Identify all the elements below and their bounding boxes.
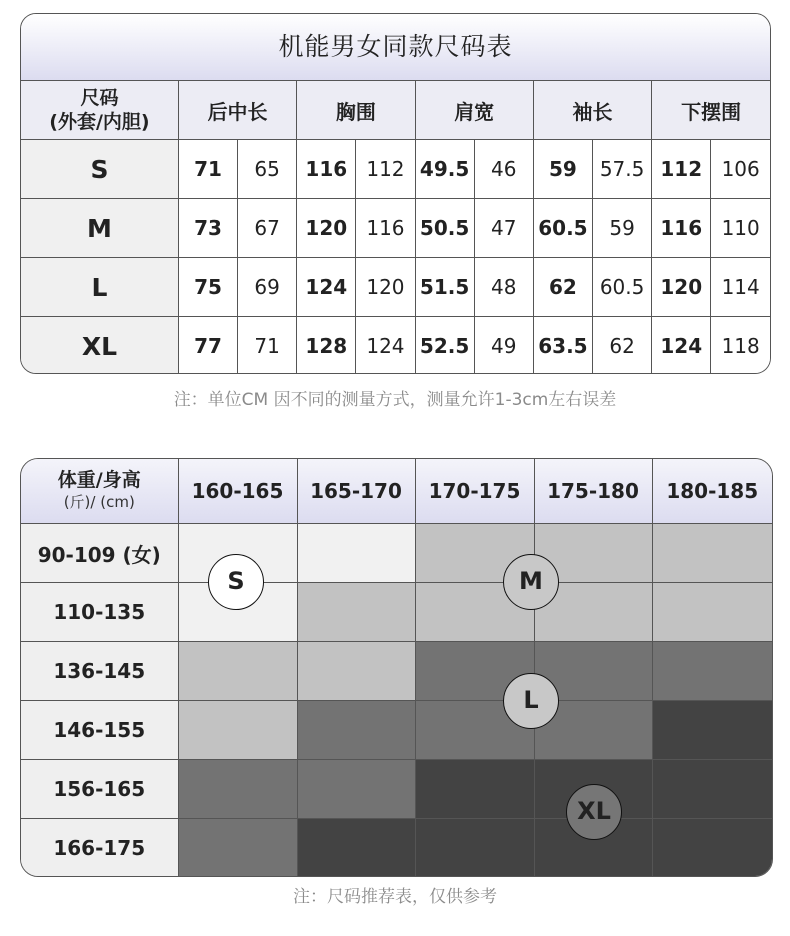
weight-range-label: 166-175	[21, 819, 178, 878]
table-cell: 128	[297, 317, 356, 375]
size-marker-m: M	[503, 554, 559, 610]
size-label: S	[21, 140, 178, 199]
recommendation-corner	[21, 459, 178, 524]
grid-cell	[297, 583, 415, 642]
table-cell: 116	[297, 140, 356, 199]
size-chart-header-row	[21, 81, 770, 140]
height-range-header: 180-185	[652, 459, 772, 524]
grid-cell	[652, 524, 772, 583]
table-row	[21, 258, 770, 317]
weight-range-label: 110-135	[21, 583, 178, 642]
table-cell: 124	[297, 258, 356, 317]
table-row	[21, 317, 770, 375]
table-cell: 60.5	[533, 199, 592, 258]
recommendation-note: 注：尺码推荐表，仅供参考	[293, 887, 497, 907]
weight-range-label: 146-155	[21, 701, 178, 760]
table-cell: 110	[711, 199, 770, 258]
size-marker-s: S	[208, 554, 264, 610]
table-cell: 106	[711, 140, 770, 199]
table-cell: 124	[356, 317, 415, 375]
recommendation-table	[21, 459, 772, 877]
grid-cell	[652, 642, 772, 701]
weight-range-label: 90-109 (女)	[21, 524, 178, 583]
table-cell: 124	[652, 317, 711, 375]
weight-range-label: 156-165	[21, 760, 178, 819]
table-cell: 62	[593, 317, 652, 375]
weight-row	[21, 819, 772, 878]
table-cell: 116	[356, 199, 415, 258]
size-recommendation-grid	[20, 458, 773, 877]
table-cell: 49.5	[415, 140, 474, 199]
corner-label-units: (斤)/ (cm)	[63, 493, 135, 511]
table-cell: 118	[711, 317, 770, 375]
recommendation-header-row	[21, 459, 772, 524]
table-cell: 46	[474, 140, 533, 199]
grid-cell	[178, 642, 297, 701]
table-cell: 47	[474, 199, 533, 258]
table-cell: 67	[238, 199, 297, 258]
grid-cell	[297, 701, 415, 760]
grid-cell	[652, 819, 772, 878]
table-cell: 59	[533, 140, 592, 199]
column-header: 下摆围	[652, 81, 770, 140]
grid-cell	[652, 583, 772, 642]
height-range-header: 165-170	[297, 459, 415, 524]
size-marker-xl: XL	[566, 784, 622, 840]
size-label: M	[21, 199, 178, 258]
size-chart-table	[21, 81, 770, 374]
table-cell: 120	[356, 258, 415, 317]
table-cell: 57.5	[593, 140, 652, 199]
table-cell: 51.5	[415, 258, 474, 317]
grid-cell	[178, 701, 297, 760]
table-cell: 65	[238, 140, 297, 199]
table-cell: 50.5	[415, 199, 474, 258]
table-row	[21, 199, 770, 258]
size-marker-l: L	[503, 673, 559, 729]
column-header: 后中长	[178, 81, 296, 140]
size-chart	[20, 13, 771, 374]
table-cell: 120	[297, 199, 356, 258]
grid-cell	[297, 760, 415, 819]
table-cell: 75	[178, 258, 237, 317]
size-label: L	[21, 258, 178, 317]
table-cell: 49	[474, 317, 533, 375]
corner-label-type: (外套/内胆)	[49, 111, 150, 133]
grid-cell	[652, 701, 772, 760]
weight-row	[21, 760, 772, 819]
table-cell: 71	[178, 140, 237, 199]
column-header: 肩宽	[415, 81, 533, 140]
table-cell: 71	[238, 317, 297, 375]
weight-row	[21, 583, 772, 642]
table-cell: 59	[593, 199, 652, 258]
size-label: XL	[21, 317, 178, 375]
weight-range-label: 136-145	[21, 642, 178, 701]
column-header: 袖长	[533, 81, 651, 140]
weight-row	[21, 701, 772, 760]
table-cell: 60.5	[593, 258, 652, 317]
column-header: 胸围	[297, 81, 415, 140]
grid-cell	[297, 524, 415, 583]
table-cell: 62	[533, 258, 592, 317]
table-cell: 116	[652, 199, 711, 258]
table-cell: 112	[356, 140, 415, 199]
table-cell: 120	[652, 258, 711, 317]
table-cell: 48	[474, 258, 533, 317]
corner-label-weight-height: 体重/身高	[57, 469, 141, 491]
table-cell: 114	[711, 258, 770, 317]
size-chart-title: 机能男女同款尺码表	[21, 14, 770, 81]
corner-label-size: 尺码	[80, 87, 119, 109]
height-range-header: 160-165	[178, 459, 297, 524]
grid-cell	[415, 819, 534, 878]
table-cell: 63.5	[533, 317, 592, 375]
table-cell: 52.5	[415, 317, 474, 375]
grid-cell	[178, 819, 297, 878]
grid-cell	[178, 760, 297, 819]
height-range-header: 170-175	[415, 459, 534, 524]
weight-row	[21, 524, 772, 583]
height-range-header: 175-180	[534, 459, 652, 524]
table-cell: 77	[178, 317, 237, 375]
size-chart-corner	[21, 81, 178, 140]
table-cell: 69	[238, 258, 297, 317]
grid-cell	[297, 819, 415, 878]
grid-cell	[652, 760, 772, 819]
table-cell: 73	[178, 199, 237, 258]
grid-cell	[297, 642, 415, 701]
measurement-note: 注：单位CM 因不同的测量方式，测量允许1-3cm左右误差	[173, 390, 617, 410]
table-row	[21, 140, 770, 199]
weight-row	[21, 642, 772, 701]
grid-cell	[415, 760, 534, 819]
table-cell: 112	[652, 140, 711, 199]
